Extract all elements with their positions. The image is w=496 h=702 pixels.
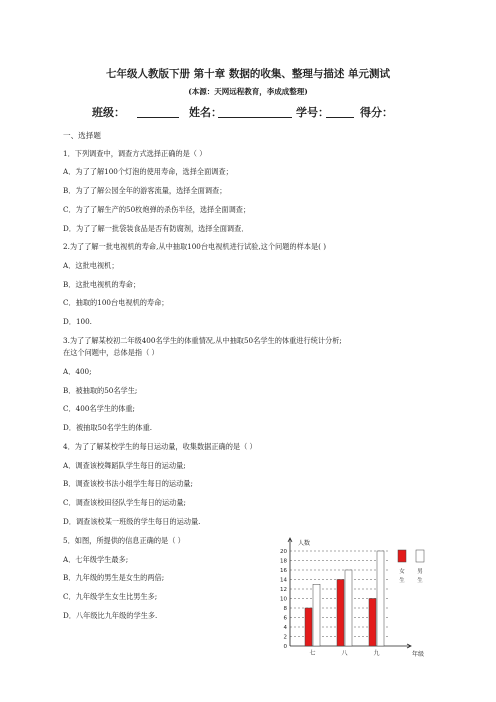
q2-option-c: C．抽取的100台电视机的寿命； bbox=[63, 298, 169, 307]
page-subtitle: (本源：天网远程教育，李成成整理) bbox=[188, 87, 308, 96]
y-tick-label: 6 bbox=[283, 615, 287, 622]
q5-option-c: C．九年级学生女生比男生多; bbox=[63, 592, 158, 601]
score-label: 得分： bbox=[360, 106, 393, 119]
y-axis-label: 人数 bbox=[298, 540, 311, 547]
q2-option-b: B．这批电视机的寿命； bbox=[63, 280, 141, 289]
x-tick-label: 八 bbox=[341, 650, 348, 657]
q1-option-c: C．为了了解生产的50枚炮弹的杀伤半径，选择全面调查； bbox=[63, 205, 251, 214]
y-tick-label: 14 bbox=[280, 577, 287, 584]
bar-男生 bbox=[377, 551, 384, 646]
q5-stem: 5．如图，所提供的信息正确的是（ ） bbox=[63, 536, 185, 545]
q4-option-a: A．调查该校舞蹈队学生每日的运动量; bbox=[63, 461, 186, 470]
q5-option-b: B．九年级的男生是女生的两倍; bbox=[63, 573, 165, 582]
bar-女生 bbox=[305, 608, 312, 646]
page-title: 七年级人教版下册 第十章 数据的收集、整理与描述 单元测试 bbox=[106, 68, 390, 80]
q3-stem-line-2: 在这个问题中，总体是指（ ） bbox=[63, 348, 159, 357]
legend-swatch-male bbox=[416, 550, 424, 562]
legend-label-male: 生 bbox=[417, 578, 423, 584]
legend-label-female: 生 bbox=[399, 578, 405, 584]
y-tick-label: 10 bbox=[280, 596, 287, 603]
q5-option-d: D．八年级比九年级的学生多. bbox=[63, 611, 158, 620]
q3-option-d: D．被抽取50名学生的体重. bbox=[63, 423, 153, 432]
bar-女生 bbox=[337, 580, 344, 647]
y-tick-label: 2 bbox=[283, 634, 287, 641]
q4-option-b: B．调查该校书法小组学生每日的运动量; bbox=[63, 479, 193, 488]
section-heading: 一、选择题 bbox=[63, 131, 101, 140]
y-tick-label: 16 bbox=[280, 568, 287, 574]
bar-男生 bbox=[345, 570, 352, 646]
q4-stem: 4．为了了解某校学生的每日运动量，收集数据正确的是（ ） bbox=[63, 442, 257, 451]
number-label: 学号： bbox=[296, 106, 329, 119]
y-tick-label: 20 bbox=[280, 549, 287, 555]
grade-gender-bar-chart bbox=[270, 532, 440, 658]
q2-option-a: A．这批电视机； bbox=[63, 261, 119, 270]
q2-stem: 2.为了了解一批电视机的寿命,从中抽取100台电视机进行试验,这个问题的样本是( ) bbox=[63, 242, 327, 251]
name-field[interactable] bbox=[218, 106, 292, 118]
q2-option-d: D．100. bbox=[63, 317, 92, 326]
x-axis-label: 年级 bbox=[412, 651, 425, 658]
y-tick-label: 4 bbox=[283, 625, 287, 631]
bar-女生 bbox=[369, 599, 376, 647]
q1-option-a: A．为了了解100个灯泡的使用寿命，选择全面调查； bbox=[63, 167, 233, 176]
y-tick-label: 8 bbox=[283, 606, 287, 612]
q3-option-a: A．400; bbox=[63, 367, 92, 376]
legend-label-male: 男 bbox=[417, 569, 423, 575]
q3-option-c: C．400名学生的体重; bbox=[63, 404, 135, 413]
q3-stem-line-1: 3.为了了解某校初二年级400名学生的体重情况,从中抽取50名学生的体重进行统计分析; bbox=[63, 336, 342, 345]
name-label: 姓名： bbox=[189, 106, 222, 119]
bar-男生 bbox=[313, 584, 320, 646]
q5-option-a: A．七年级学生最多; bbox=[63, 555, 129, 564]
x-tick-label: 九 bbox=[373, 650, 380, 657]
legend-swatch-female bbox=[398, 550, 406, 562]
q1-stem: 1．下列调查中，调查方式选择正确的是（ ） bbox=[63, 149, 207, 158]
q3-option-b: B．被抽取的50名学生; bbox=[63, 386, 138, 395]
y-tick-label: 12 bbox=[280, 587, 287, 593]
q4-option-d: D．调查该校某一班级的学生每日的运动量. bbox=[63, 517, 201, 526]
class-label: 班级： bbox=[92, 106, 125, 119]
x-tick-label: 七 bbox=[309, 650, 316, 657]
q1-option-b: B．为了了解公园全年的游客流量，选择全面调查； bbox=[63, 186, 227, 195]
number-field[interactable] bbox=[326, 106, 354, 118]
y-tick-label: 0 bbox=[283, 644, 287, 650]
q1-option-d: D．为了了解一批袋装食品是否有防腐剂，选择全面调查． bbox=[63, 224, 249, 233]
y-tick-label: 18 bbox=[280, 558, 287, 565]
q4-option-c: C．调查该校田径队学生每日的运动量; bbox=[63, 498, 186, 507]
legend-label-female: 女 bbox=[399, 569, 405, 575]
class-field[interactable] bbox=[137, 106, 179, 118]
